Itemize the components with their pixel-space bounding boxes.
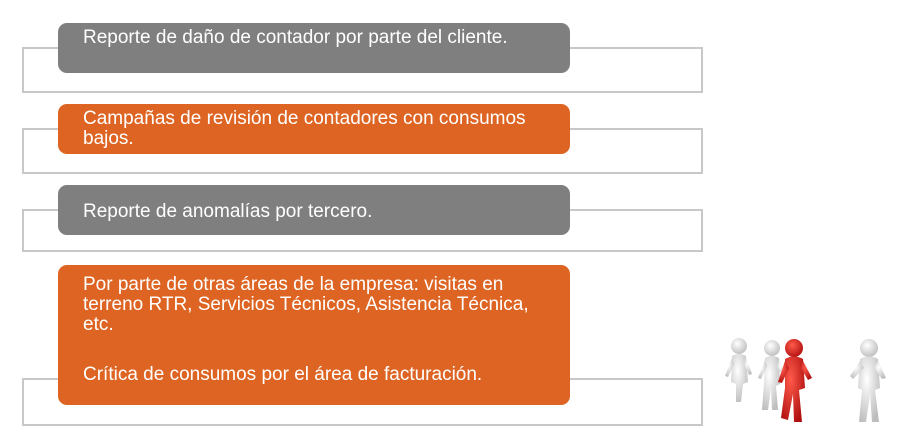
person-figure-1: [725, 338, 752, 402]
item-text-4b: Crítica de consumos por el área de facturación.: [83, 364, 483, 385]
item-box-2: [58, 104, 570, 154]
item-text-3: Reporte de anomalías por tercero.: [83, 201, 373, 222]
item-box-1: [58, 23, 570, 73]
item-text-2: Campañas de revisión de contadores con consumos bajos.: [83, 108, 526, 149]
item-box-3: [58, 185, 570, 235]
leader-figure: [778, 339, 812, 422]
item-text-1: Reporte de daño de contador por parte del cliente.: [83, 27, 508, 48]
3d-people-leader-icon: [722, 332, 892, 432]
person-figure-4: [850, 339, 886, 422]
item-text-4a: Por parte de otras áreas de la empresa: visitas en terreno RTR, Servicios Técnicos, Asistencia Técnica, etc.: [83, 274, 529, 335]
item-box-4: [58, 265, 570, 405]
